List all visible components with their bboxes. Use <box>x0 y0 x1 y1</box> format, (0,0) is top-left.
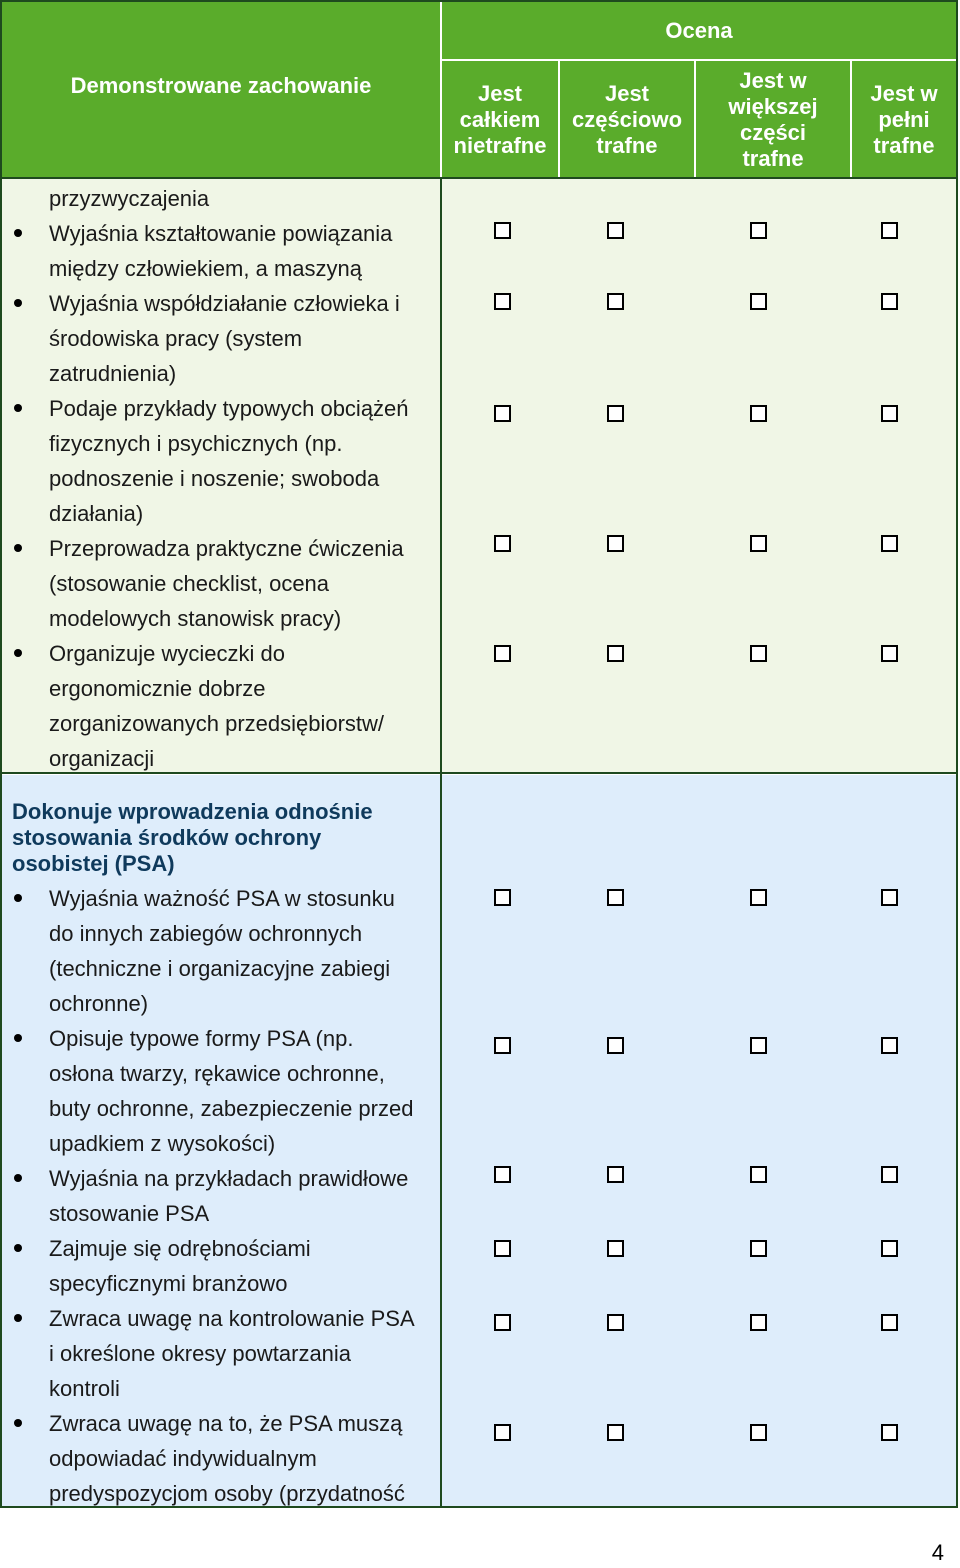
checkbox-wiekszej-czesci[interactable] <box>750 405 767 422</box>
item-text: Zwraca uwagę na kontrolowanie PSA <box>49 1306 415 1331</box>
checkbox-pelni[interactable] <box>881 405 898 422</box>
checkbox-wiekszej-czesci[interactable] <box>750 535 767 552</box>
item-text: Wyjaśnia kształtowanie powiązania <box>49 221 393 246</box>
checkbox-czesciowo[interactable] <box>607 1037 624 1054</box>
table-border <box>956 0 958 1508</box>
bullet-icon <box>14 544 22 552</box>
checkbox-wiekszej-czesci[interactable] <box>750 222 767 239</box>
page-number: 4 <box>931 1540 944 1565</box>
bullet-icon <box>14 229 22 237</box>
rating-header-4: Jest w pełni trafne <box>870 81 938 158</box>
checkbox-wiekszej-czesci[interactable] <box>750 293 767 310</box>
item-text: Opisuje typowe formy PSA (np. <box>49 1026 354 1051</box>
item-text: Zajmuje się odrębnościami <box>49 1236 311 1261</box>
item-text: fizycznych i psychicznych (np. <box>49 431 343 456</box>
item-text: osłona twarzy, rękawice ochronne, <box>49 1061 385 1086</box>
bullet-icon <box>14 894 22 902</box>
header-divider <box>558 61 560 178</box>
header-divider <box>694 61 696 178</box>
item-text: Podaje przykłady typowych obciążeń <box>49 396 409 421</box>
rating-header-2: Jest częściowo trafne <box>571 81 683 158</box>
checkbox-pelni[interactable] <box>881 1314 898 1331</box>
item-text: Organizuje wycieczki do <box>49 641 285 666</box>
table-border <box>0 0 958 2</box>
checkbox-pelni[interactable] <box>881 222 898 239</box>
table-border <box>0 0 2 1508</box>
table-border <box>0 177 958 179</box>
rating-group-header: Ocena <box>665 18 733 43</box>
checkbox-pelni[interactable] <box>881 889 898 906</box>
item-text: Wyjaśnia ważność PSA w stosunku <box>49 886 395 911</box>
item-text: i określone okresy powtarzania <box>49 1341 352 1366</box>
section2-title-line: osobistej (PSA) <box>12 851 175 876</box>
checkbox-pelni[interactable] <box>881 1037 898 1054</box>
checkbox-nietrafne[interactable] <box>494 535 511 552</box>
checkbox-czesciowo[interactable] <box>607 1424 624 1441</box>
checkbox-czesciowo[interactable] <box>607 535 624 552</box>
checkbox-pelni[interactable] <box>881 1166 898 1183</box>
checkbox-nietrafne[interactable] <box>494 1240 511 1257</box>
checkbox-czesciowo[interactable] <box>607 645 624 662</box>
bullet-icon <box>14 1244 22 1252</box>
header-divider <box>442 59 956 61</box>
behavior-column-header: Demonstrowane zachowanie <box>70 73 372 98</box>
section1-intro: przyzwyczajenia <box>49 186 210 211</box>
item-text: predyspozycjom osoby (przydatność <box>49 1481 405 1506</box>
checkbox-czesciowo[interactable] <box>607 1166 624 1183</box>
checkbox-nietrafne[interactable] <box>494 405 511 422</box>
rating-header-1: Jest całkiem nietrafne <box>453 81 547 158</box>
checkbox-nietrafne[interactable] <box>494 222 511 239</box>
item-text: podnoszenie i noszenie; swoboda <box>49 466 380 491</box>
checkbox-wiekszej-czesci[interactable] <box>750 889 767 906</box>
checkbox-pelni[interactable] <box>881 535 898 552</box>
checkbox-pelni[interactable] <box>881 293 898 310</box>
table-border <box>0 772 958 774</box>
checkbox-czesciowo[interactable] <box>607 1314 624 1331</box>
checkbox-czesciowo[interactable] <box>607 405 624 422</box>
bullet-icon <box>14 299 22 307</box>
item-text: Przeprowadza praktyczne ćwiczenia <box>49 536 404 561</box>
item-text: środowiska pracy (system <box>49 326 303 351</box>
bullet-icon <box>14 1034 22 1042</box>
item-text: odpowiadać indywidualnym <box>49 1446 317 1471</box>
item-text: zorganizowanych przedsiębiorstw/ <box>49 711 385 736</box>
checkbox-czesciowo[interactable] <box>607 293 624 310</box>
checkbox-wiekszej-czesci[interactable] <box>750 1314 767 1331</box>
item-text: buty ochronne, zabezpieczenie przed <box>49 1096 414 1121</box>
checkbox-czesciowo[interactable] <box>607 1240 624 1257</box>
section2-title-line: stosowania środków ochrony <box>12 825 322 850</box>
checkbox-pelni[interactable] <box>881 1240 898 1257</box>
item-text: Wyjaśnia na przykładach prawidłowe <box>49 1166 409 1191</box>
bullet-icon <box>14 404 22 412</box>
item-text: stosowanie PSA <box>49 1201 210 1226</box>
item-text: ochronne) <box>49 991 149 1016</box>
checkbox-wiekszej-czesci[interactable] <box>750 1166 767 1183</box>
column-divider <box>440 178 442 1507</box>
checkbox-wiekszej-czesci[interactable] <box>750 645 767 662</box>
checkbox-nietrafne[interactable] <box>494 1424 511 1441</box>
checkbox-czesciowo[interactable] <box>607 889 624 906</box>
item-text: specyficznymi branżowo <box>49 1271 288 1296</box>
item-text: modelowych stanowisk pracy) <box>49 606 342 631</box>
checkbox-nietrafne[interactable] <box>494 889 511 906</box>
item-text: Zwraca uwagę na to, że PSA muszą <box>49 1411 403 1436</box>
checkbox-nietrafne[interactable] <box>494 1037 511 1054</box>
checkbox-nietrafne[interactable] <box>494 1166 511 1183</box>
item-text: między człowiekiem, a maszyną <box>49 256 362 281</box>
checkbox-pelni[interactable] <box>881 645 898 662</box>
bullet-icon <box>14 1314 22 1322</box>
item-text: organizacji <box>49 746 155 771</box>
checkbox-nietrafne[interactable] <box>494 645 511 662</box>
section2-title-line: Dokonuje wprowadzenia odnośnie <box>12 799 373 824</box>
item-text: (techniczne i organizacyjne zabiegi <box>49 956 391 981</box>
header-divider <box>850 61 852 178</box>
checkbox-nietrafne[interactable] <box>494 293 511 310</box>
bullet-icon <box>14 1174 22 1182</box>
rating-header-3: Jest w większej części trafne <box>728 68 818 171</box>
bullet-icon <box>14 1419 22 1427</box>
item-text: Wyjaśnia współdziałanie człowieka i <box>49 291 400 316</box>
item-text: upadkiem z wysokości) <box>49 1131 276 1156</box>
checkbox-wiekszej-czesci[interactable] <box>750 1037 767 1054</box>
item-text: (stosowanie checklist, ocena <box>49 571 330 596</box>
item-text: ergonomicznie dobrze <box>49 676 266 701</box>
bullet-icon <box>14 649 22 657</box>
checkbox-czesciowo[interactable] <box>607 222 624 239</box>
checkbox-wiekszej-czesci[interactable] <box>750 1240 767 1257</box>
checkbox-pelni[interactable] <box>881 1424 898 1441</box>
item-text: zatrudnienia) <box>49 361 177 386</box>
header-divider <box>440 2 442 178</box>
checkbox-nietrafne[interactable] <box>494 1314 511 1331</box>
item-text: działania) <box>49 501 144 526</box>
checkbox-wiekszej-czesci[interactable] <box>750 1424 767 1441</box>
item-text: do innych zabiegów ochronnych <box>49 921 363 946</box>
item-text: kontroli <box>49 1376 120 1401</box>
